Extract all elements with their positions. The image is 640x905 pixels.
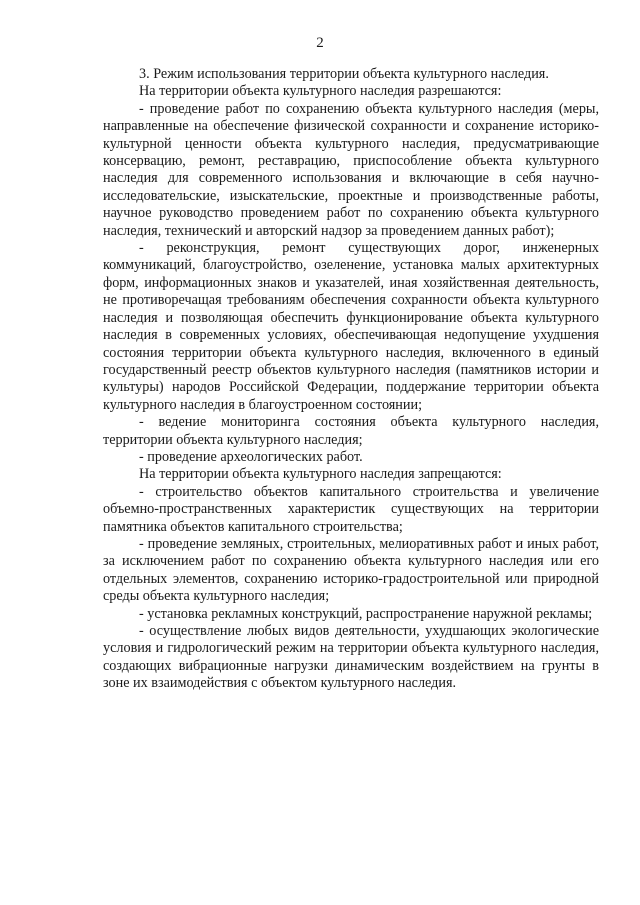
prohibited-intro: На территории объекта культурного наследия запрещаются:	[139, 466, 502, 483]
permitted-item-reconstruction: - реконструкция, ремонт существующих дорог, инженерных коммуникаций, благоустройство, озеленение, установка малых архитектурных форм, информационных знаков и указателей, иная хозяйственная деятельность, не противоречащая требованиям обеспечения сохранности объекта культурного наследия и позволяющая обеспечить функционирование объекта культурного наследия в современных условиях, обеспечивающая недопущение ухудшения состояния территории объекта культурного наследия, включенного в единый государственный реестр объектов культурного наследия (памятников истории и культуры) народов Российской Федерации, поддержание территории объекта культурного наследия в благоустроенном состоянии;	[103, 240, 599, 413]
prohibited-item-advertising: - установка рекламных конструкций, распространение наружной рекламы;	[139, 605, 593, 622]
section-heading: 3. Режим использования территории объекта культурного наследия.	[139, 66, 549, 82]
prohibited-item-construction: - строительство объектов капитального строительства и увеличение объемно-пространственных характеристик существующих на территории памятника объектов капитального строительства;	[103, 483, 599, 535]
document-body	[103, 66, 599, 693]
permitted-item-archaeology: - проведение археологических работ.	[139, 448, 363, 465]
permitted-item-preservation: - проведение работ по сохранению объекта культурного наследия (меры, направленные на обеспечение физической сохранности и сохранение историко-культурной ценности объекта культурного наследия, предусматривающие консервацию, ремонт, реставрацию, приспособление объекта культурного наследия для современного использования и включающие в себя научно-исследовательские, изыскательские, проектные и производственные работы, научное руководство проведением работ по сохранению объекта культурного наследия, технический и авторский надзор за проведением данных работ);	[103, 100, 599, 239]
permitted-item-monitoring: - ведение мониторинга состояния объекта культурного наследия, территории объекта культурного наследия;	[103, 414, 599, 448]
prohibited-item-ecology: - осуществление любых видов деятельности, ухудшающих экологические условия и гидрологический режим на территории объекта культурного наследия, создающих вибрационные нагрузки динамическим воздействием на грунты в зоне их взаимодействия с объектом культурного наследия.	[103, 623, 599, 692]
prohibited-item-earthworks: - проведение земляных, строительных, мелиоративных работ и иных работ, за исключением работ по сохранению объекта культурного наследия или его отдельных элементов, сохранению историко-градостроительной или природной среды объекта культурного наследия;	[103, 535, 599, 605]
permitted-intro: На территории объекта культурного наследия разрешаются:	[139, 83, 502, 100]
page-number: 2	[316, 35, 324, 51]
